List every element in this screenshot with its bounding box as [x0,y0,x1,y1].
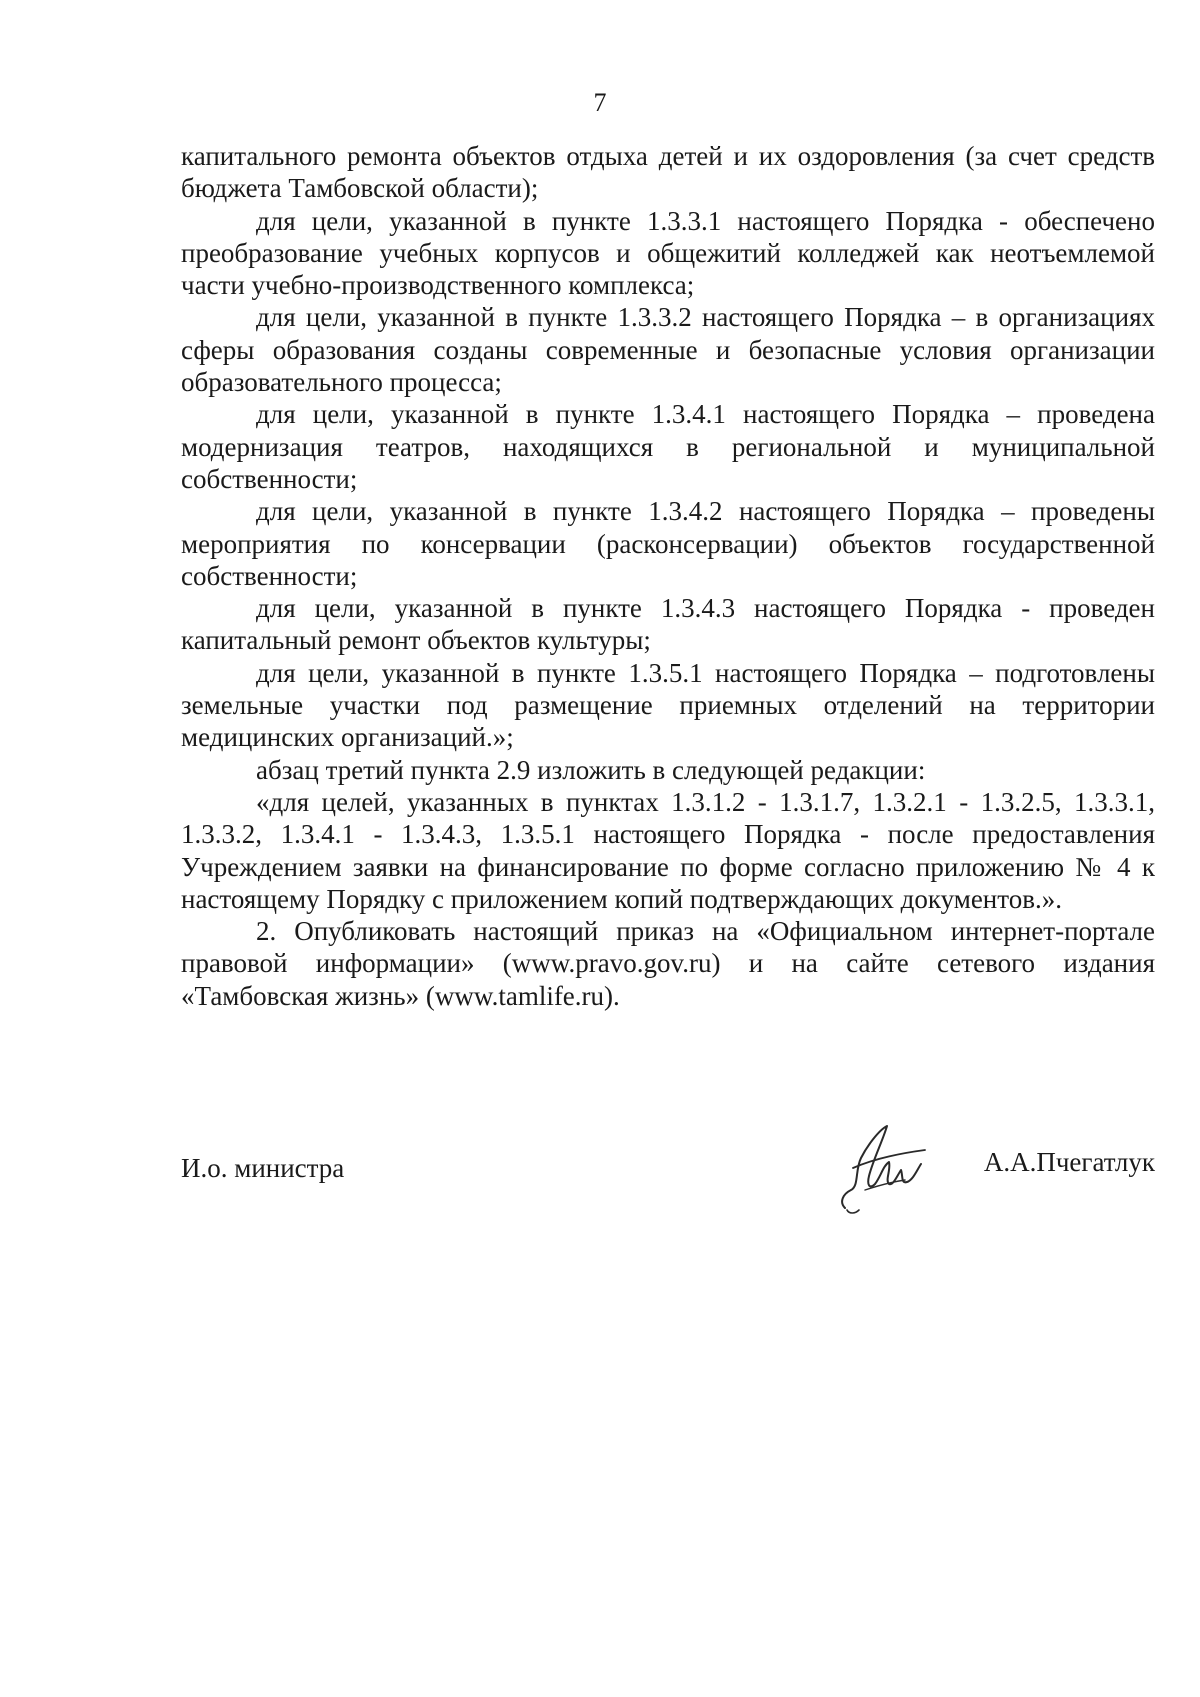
paragraph-amendment-intro: абзац третий пункта 2.9 изложить в следующей редакции: [256,754,926,785]
paragraph-continuation: капитального ремонта объектов отдыха детей и их оздоровления (за счет средств бюджета Тамбовской области); [181,141,1155,204]
paragraph-goal-1-3-5-1: для цели, указанной в пункте 1.3.5.1 настоящего Порядка – подготовлены земельные участки под размещение приемных отделений на территории медицинских организаций.»; [181,657,1155,753]
paragraph-goal-1-3-4-3: для цели, указанной в пункте 1.3.4.3 настоящего Порядка - проведен капитальный ремонт объектов культуры; [181,593,1155,656]
paragraph-amendment-text: «для целей, указанных в пунктах 1.3.1.2 - 1.3.1.7, 1.3.2.1 - 1.3.2.5, 1.3.3.1, 1.3.3.2, 1.3.4.1 - 1.3.4.3, 1.3.5.1 настоящего Порядка - после предоставления Учреждением заявки на финансирование по форме согласно приложению № 4 к настоящему Порядку с приложением копий подтверждающих документов.». [181,786,1155,914]
signature-block [181,1110,1155,1230]
paragraph-goal-1-3-4-2: для цели, указанной в пункте 1.3.4.2 настоящего Порядка – проведены мероприятия по консервации (расконсервации) объектов государственной собственности; [181,496,1155,591]
page-number: 7 [593,88,607,117]
paragraph-goal-1-3-4-1: для цели, указанной в пункте 1.3.4.1 настоящего Порядка – проведена модернизация театров, находящихся в региональной и муниципальной собственности; [181,399,1155,494]
document-body [181,140,1155,1012]
paragraph-publication-order: 2. Опубликовать настоящий приказ на «Официальном интернет-портале правовой информации» (www.pravo.gov.ru) и на сайте сетевого издания «Тамбовская жизнь» (www.tamlife.ru). [181,916,1155,1011]
paragraph-goal-1-3-3-2: для цели, указанной в пункте 1.3.3.2 настоящего Порядка – в организациях сферы образования созданы современные и безопасные условия организации образовательного процесса; [181,302,1155,398]
signer-position: И.о. министра [181,1153,345,1183]
signer-name: А.А.Пчегатлук [983,1147,1155,1177]
paragraph-goal-1-3-3-1: для цели, указанной в пункте 1.3.3.1 настоящего Порядка - обеспечено преобразование учебных корпусов и общежитий колледжей как неотъемлемой части учебно-производственного комплекса; [181,205,1155,301]
handwritten-signature [825,1110,935,1220]
